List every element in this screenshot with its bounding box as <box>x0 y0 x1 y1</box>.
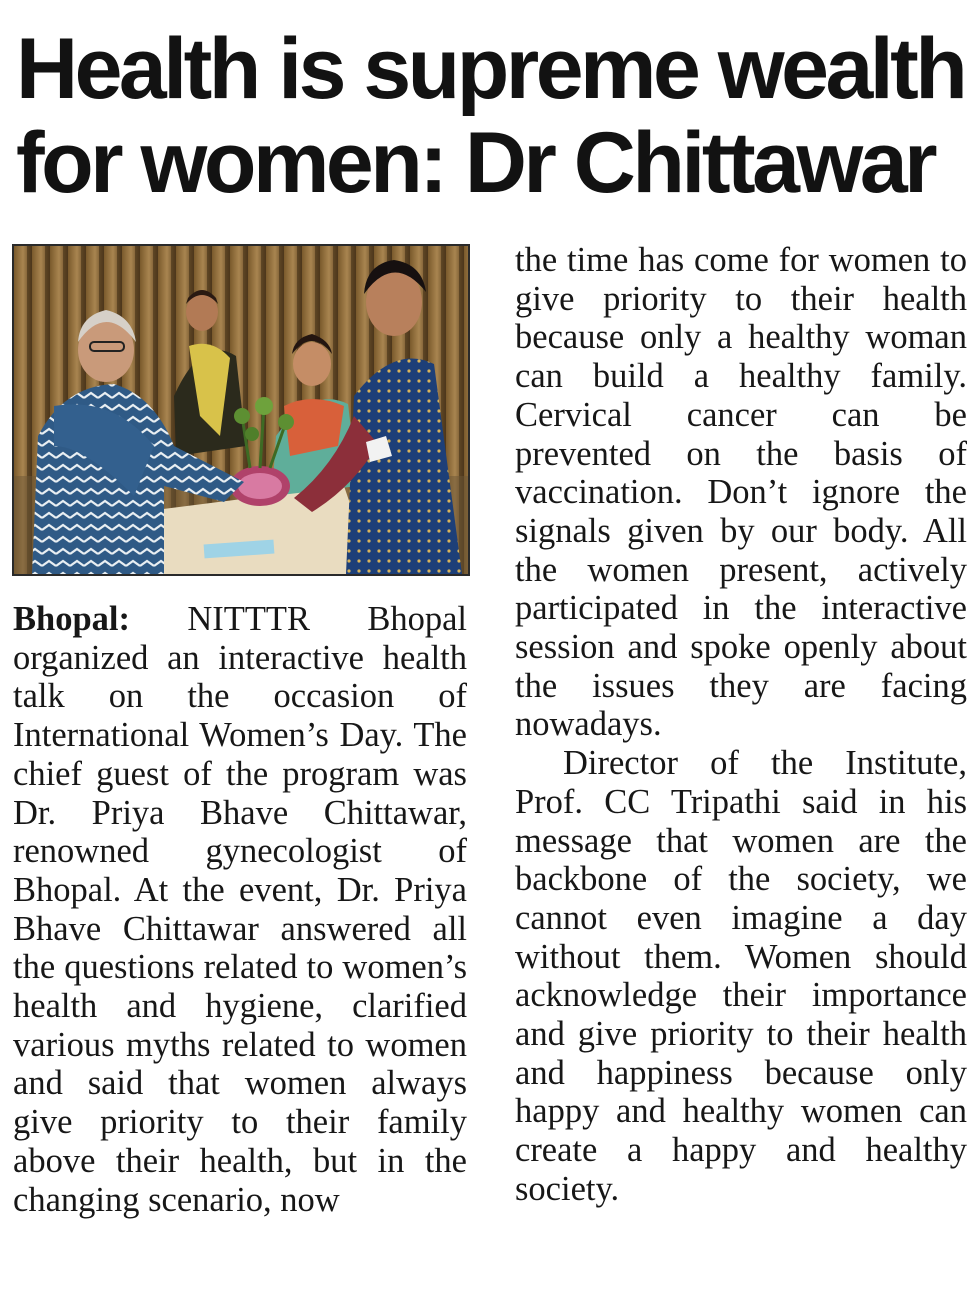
article-column-left <box>13 600 467 1219</box>
article-body-left: NITTTR Bhopal organized an interactive health talk on the occasion of International Women’s Day. The chief guest of the program was Dr. Priya Bhave Chittawar, renowned gynecologist of Bhopal. At the event, Dr. Priya Bhave Chittawar answered all the questions related to women’s health and hygiene, clarified various myths related to women and said that women always give priority to their family above their health, but in the changing scenario, now <box>13 600 467 1219</box>
event-photo <box>12 244 470 576</box>
headline-line-2: for women: Dr Chittawar <box>16 115 935 211</box>
article-column-right <box>515 241 967 1209</box>
article-body-right-paragraph-1: the time has come for women to give priority to their health because only a healthy woman can build a healthy family. Cervical cancer can be prevented on the basis of vaccination. Don’t ignore the signals given by our body. All the women present, actively participated in the interactive session and spoke openly about the issues they are facing nowadays. <box>515 241 967 744</box>
article-body-right-paragraph-2: Director of the Institute, Prof. CC Tripathi said in his message that women are the backbone of the society, we cannot even imagine a day without them. Women should acknowledge their importance and give priority to their health and happiness because only happy and healthy women can create a happy and healthy society. <box>515 744 967 1208</box>
dateline: Bhopal: <box>13 600 130 638</box>
headline-line-1: Health is supreme wealth <box>16 21 965 117</box>
headline <box>16 22 966 210</box>
photo-icon <box>14 246 468 574</box>
